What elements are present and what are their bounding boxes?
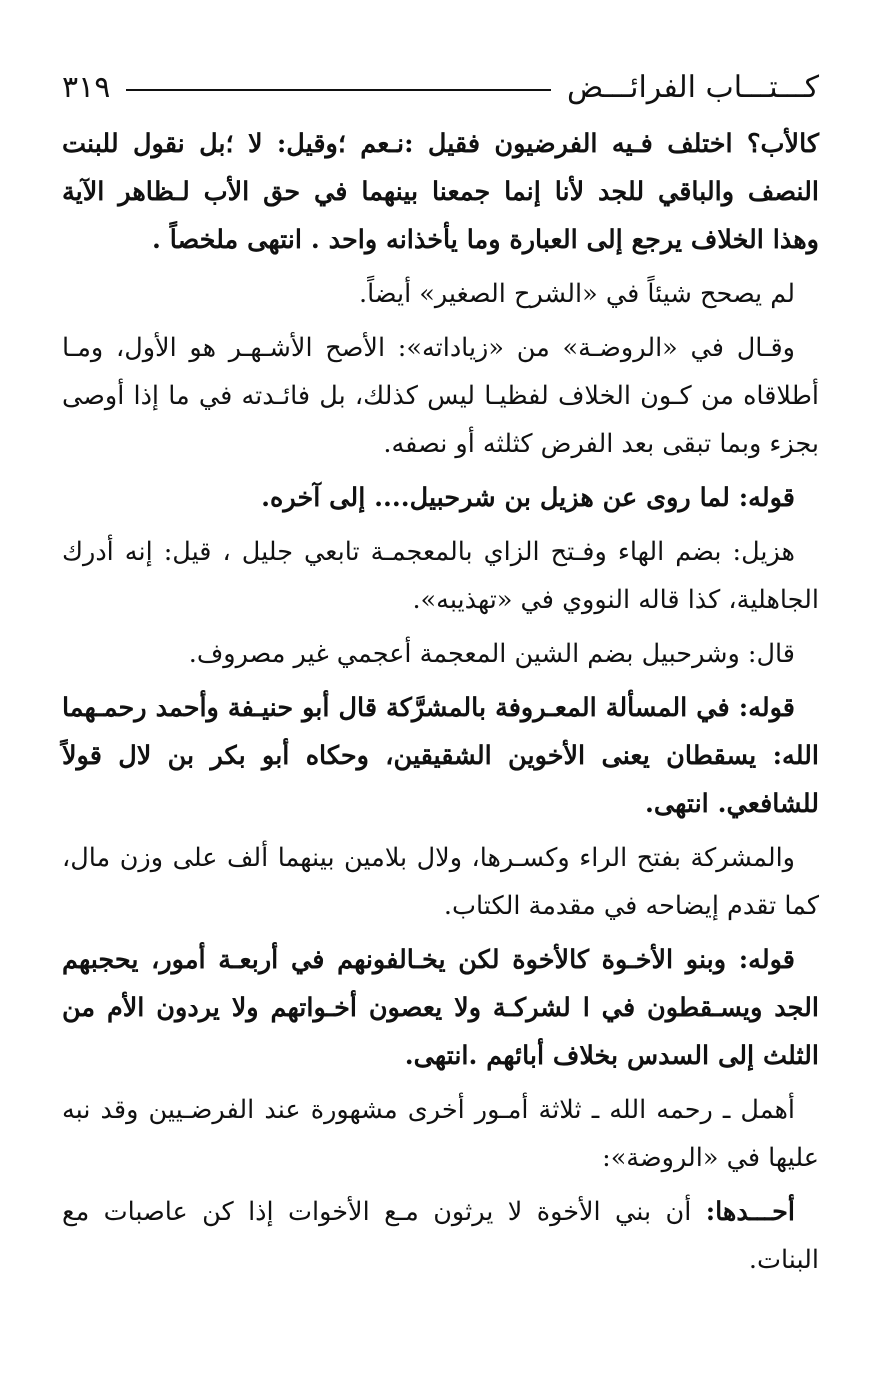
paragraph-commentary bbox=[62, 1188, 819, 1284]
paragraph-commentary: وقـال في «الروضـة» من «زياداته»: الأصح الأشـهـر هو الأول، ومـا أطلاقاه من كـون الخلاف لفظيـا ليس كذلك، بل فائـدته في ما إذا أوصى بجزء وبما تبقى بعد الفرض كثلثه أو نصفه. bbox=[62, 333, 819, 459]
paragraph-quote: قوله: في المسألة المعـروفة بالمشرَّكة قال أبو حنيـفة وأحمد رحمـهما الله: يسقطان يعنى الأخوين الشقيقين، وحكاه أبو بكر بن لال قولاً للشافعي. انتهى. bbox=[62, 693, 819, 819]
paragraph-quote: قوله: وبنو الأخـوة كالأخوة لكن يخـالفونهم في أربعـة أمور، يحجبهم الجد ويسـقطون في ا لشركـة ولا يعصون أخـواتهم ولا يردون الأم من الثلث إلى السدس بخلاف أبائهم .انتهى. bbox=[62, 945, 819, 1071]
paragraph-quote: قوله: لما روى عن هزيل بن شرحبيل.... إلى آخره. bbox=[261, 483, 795, 513]
paragraph-commentary: قال: وشرحبيل بضم الشين المعجمة أعجمي غير مصروف. bbox=[188, 639, 795, 669]
paragraph-commentary: هزيل: بضم الهاء وفـتح الزاي بالمعجمـة تابعي جليل ، قيل: إنه أدرك الجاهلية، كذا قاله النووي في «تهذيبه». bbox=[62, 537, 819, 615]
page-number: ٣١٩ bbox=[62, 69, 111, 105]
book-title: كـــتـــاب الفرائـــض bbox=[567, 69, 819, 105]
paragraph-commentary: أهمل ـ رحمه الله ـ ثلاثة أمـور أخرى مشهورة عند الفرضـيين وقد نبه عليها في «الروضة»: bbox=[62, 1095, 819, 1173]
paragraph-commentary: والمشركة بفتح الراء وكسـرها، ولال بلامين بينهما ألف على وزن مال، كما تقدم إيضاحه في مقدمة الكتاب. bbox=[62, 843, 819, 921]
paragraph-text: أن بني الأخوة لا يرثون مـع الأخوات إذا كن عاصبات مع البنات. bbox=[62, 1197, 819, 1275]
paragraph-quote: كالأب؟ اختلف فـيه الفرضيون فقيل :نـعم ؛وقيل: لا ؛بل نقول للبنت النصف والباقي للجد لأنا إنما جمعنا بينهما في حق الأب لـظاهر الآية وهذا الخلاف يرجع إلى العبارة وما يأخذانه واحد . انتهى ملخصاً . bbox=[62, 129, 819, 255]
running-header bbox=[62, 62, 819, 112]
header-rule bbox=[126, 89, 551, 91]
paragraph-lead: أحـــدها: bbox=[705, 1197, 795, 1227]
paragraph-commentary: لم يصحح شيئاً في «الشرح الصغير» أيضاً. bbox=[358, 279, 795, 309]
page-body bbox=[62, 120, 819, 1290]
